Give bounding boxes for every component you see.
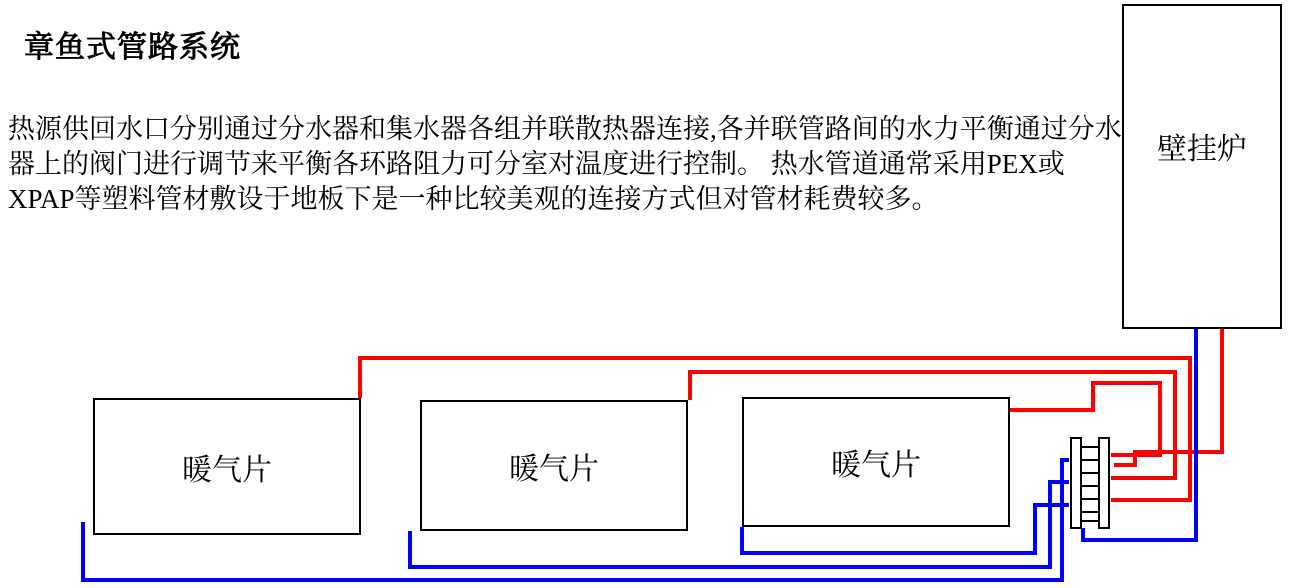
radiator-3-label: 暖气片 bbox=[831, 449, 921, 482]
supply-to-radiator-3 bbox=[1010, 383, 1160, 455]
page-title: 章鱼式管路系统 bbox=[24, 31, 241, 64]
radiator-2 bbox=[420, 400, 688, 531]
manifold-assembly bbox=[1071, 438, 1109, 528]
description-paragraph: 热源供回水口分别通过分水器和集水器各组并联散热器连接,各并联管路间的水力平衡通过分水器上的阀门进行调节来平衡各环路阻力可分室对温度进行控制。 热水管道通常采用PEX或XPAP等塑料管材敷设于地板下是一种比较美观的连接方式但对管材耗费较多。 bbox=[8, 114, 1122, 214]
radiator-3 bbox=[742, 397, 1010, 527]
radiator-1-label: 暖气片 bbox=[182, 453, 272, 487]
radiator-1 bbox=[93, 398, 361, 535]
radiator-2-label: 暖气片 bbox=[509, 452, 599, 486]
manifold-right-header bbox=[1099, 438, 1109, 528]
supply-boiler-to-manifold bbox=[1114, 329, 1222, 465]
boiler-label: 壁挂炉 bbox=[1157, 133, 1247, 166]
boiler-unit bbox=[1122, 4, 1282, 329]
manifold-left-header bbox=[1071, 438, 1081, 528]
return-boiler-to-manifold bbox=[1083, 329, 1196, 540]
